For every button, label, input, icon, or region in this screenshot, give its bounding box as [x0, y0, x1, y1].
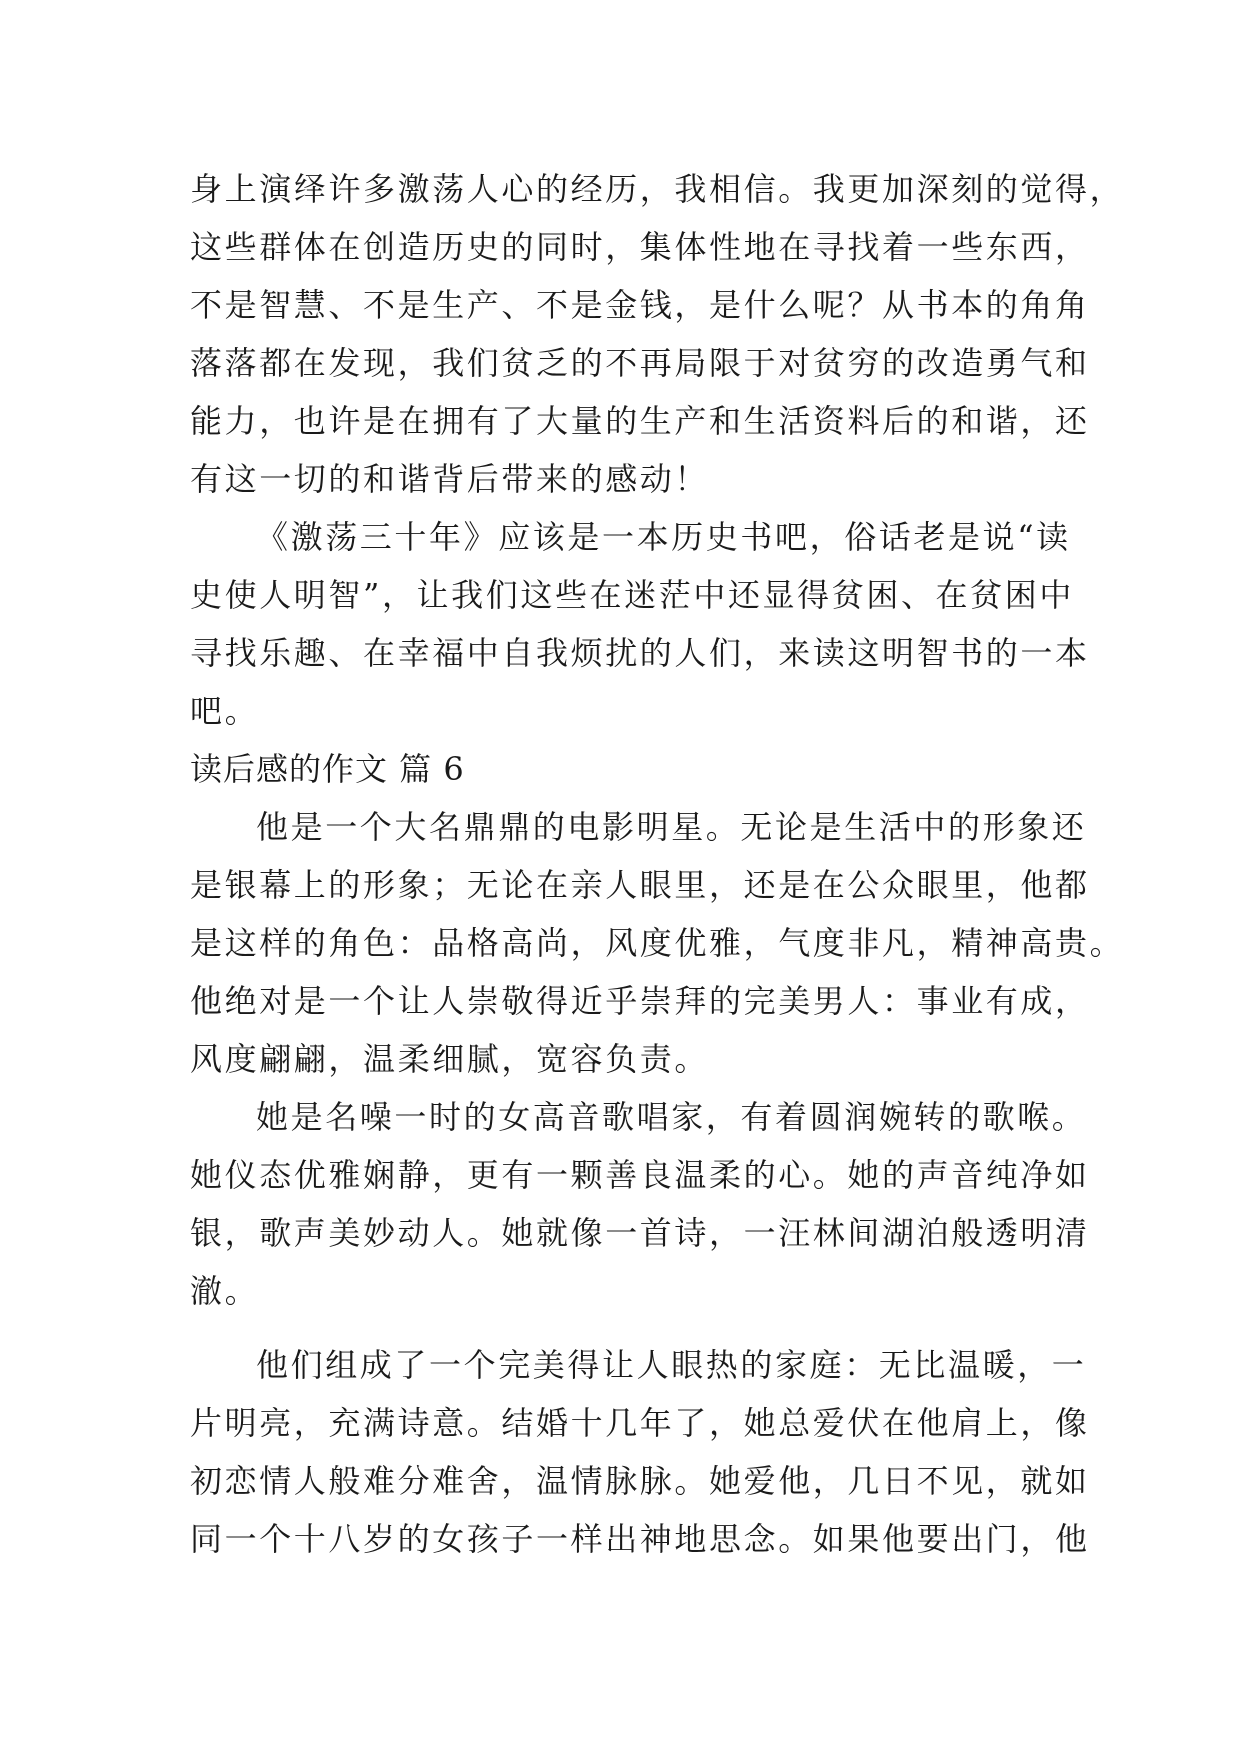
text-line: 有这一切的和谐背后带来的感动！	[190, 460, 710, 498]
text-line: 澈。	[190, 1272, 260, 1310]
text-line: 吧。	[190, 692, 260, 730]
paragraph-start-line: 他是一个大名鼎鼎的电影明星。无论是生活中的形象还	[256, 808, 1087, 846]
paragraph-start-line: 他们组成了一个完美得让人眼热的家庭：无比温暖，一	[256, 1346, 1087, 1384]
paragraph-start-line: 《激荡三十年》应该是一本历史书吧，俗话老是说“读	[256, 518, 1071, 556]
text-line: 她仪态优雅娴静，更有一颗善良温柔的心。她的声音纯净如	[190, 1156, 1090, 1194]
paragraph-start-line: 她是名噪一时的女高音歌唱家，有着圆润婉转的歌喉。	[256, 1098, 1087, 1136]
text-line: 落落都在发现，我们贫乏的不再局限于对贫穷的改造勇气和	[190, 344, 1090, 382]
text-line: 片明亮，充满诗意。结婚十几年了，她总爱伏在他肩上，像	[190, 1404, 1090, 1442]
text-line: 身上演绎许多激荡人心的经历，我相信。我更加深刻的觉得，	[190, 170, 1125, 208]
text-line: 寻找乐趣、在幸福中自我烦扰的人们，来读这明智书的一本	[190, 634, 1090, 672]
text-line: 能力，也许是在拥有了大量的生产和生活资料后的和谐，还	[190, 402, 1090, 440]
text-line: 初恋情人般难分难舍，温情脉脉。她爱他，几日不见，就如	[190, 1462, 1090, 1500]
text-line: 银，歌声美妙动人。她就像一首诗，一汪林间湖泊般透明清	[190, 1214, 1090, 1252]
section-heading: 读后感的作文 篇 6	[190, 750, 465, 788]
text-line: 史使人明智”，让我们这些在迷茫中还显得贫困、在贫困中	[190, 576, 1074, 614]
text-line: 是银幕上的形象；无论在亲人眼里，还是在公众眼里，他都	[190, 866, 1090, 904]
text-line: 这些群体在创造历史的同时，集体性地在寻找着一些东西，	[190, 228, 1090, 266]
text-line: 风度翩翩，温柔细腻，宽容负责。	[190, 1040, 710, 1078]
text-line: 同一个十八岁的女孩子一样出神地思念。如果他要出门，他	[190, 1520, 1090, 1558]
text-line: 是这样的角色：品格高尚，风度优雅，气度非凡，精神高贵。	[190, 924, 1125, 962]
text-line: 他绝对是一个让人崇敬得近乎崇拜的完美男人：事业有成，	[190, 982, 1090, 1020]
text-line: 不是智慧、不是生产、不是金钱，是什么呢？从书本的角角	[190, 286, 1090, 324]
